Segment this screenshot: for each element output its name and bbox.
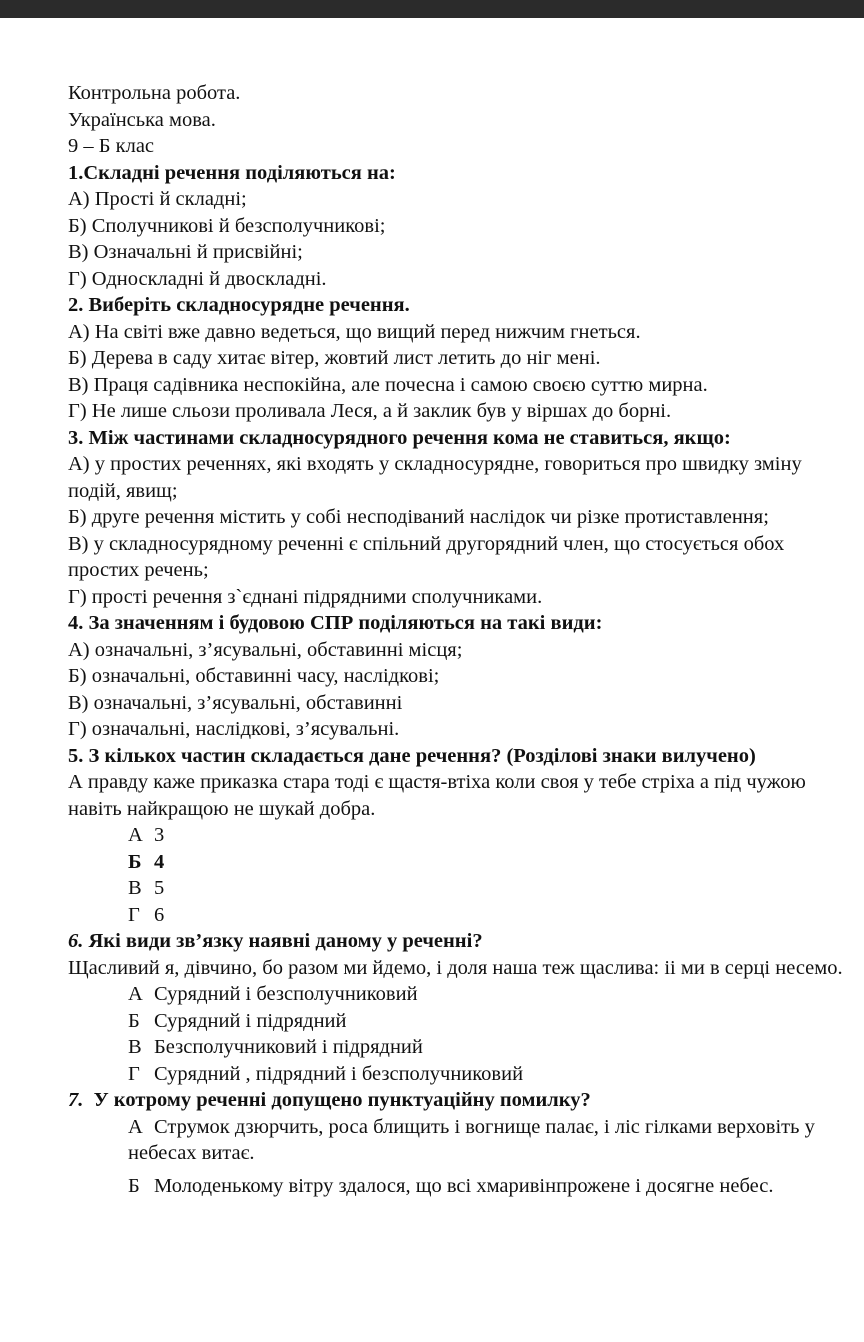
option-letter: А [128,1115,143,1138]
question-4-option: Б) означальні, обставинні часу, наслідкові; [68,665,440,687]
question-6-option [68,1008,848,1035]
question-5-option [68,822,848,849]
question-1-option: Б) Сполучникові й безсполучникові; [68,214,386,237]
question-4-option: В) означальні, з’ясувальні, обставинні [68,691,403,714]
question-1-title: 1.Складні речення поділяються на: [68,161,396,184]
question-2-option: В) Праця садівника неспокійна, але почесна і самою своєю суттю мирна. [68,373,708,396]
question-3-title: 3. Між частинами складносурядного речення кома не ставиться, якщо: [68,426,731,449]
question-7-number: 7. [68,1089,84,1111]
question-6-option [68,981,848,1008]
option-letter: А [128,824,143,846]
question-5-option [68,902,848,929]
question-3-option: Б) друге речення містить у собі несподіваний наслідок чи різке протиставлення; [68,506,769,528]
header-subject: Українська мова. [68,108,216,131]
question-6-text: Щасливий я, дівчино, бо разом ми йдемо, і доля наша теж щаслива: іі ми в серці несемо. [68,956,843,979]
option-letter: В [128,877,142,899]
question-7-title [68,1087,848,1114]
header-title: Контрольна робота. [68,82,241,104]
option-value: Сурядний і підрядний [154,1009,347,1032]
header-class: 9 – Б клас [68,135,155,157]
option-value: 3 [154,824,165,846]
option-letter: Б [128,1009,140,1032]
question-5-text: А правду каже приказка стара тоді є щастя-втіха коли своя у тебе стріха а під чужою навіть найкращою не шукай добра. [68,771,806,820]
option-letter: А [128,983,143,1005]
top-dark-bar [0,0,864,18]
option-value: 4 [154,850,165,873]
question-7-title-text: У котрому реченні допущено пунктуаційну помилку? [93,1089,591,1111]
question-3-option: Г) прості речення з`єднані підрядними сполучниками. [68,585,543,608]
question-7-option [68,1114,848,1167]
question-5-option [68,875,848,902]
question-6-title-text: Які види зв’язку наявні даному у реченні? [88,930,483,952]
question-4-option: А) означальні, з’ясувальні, обставинні місця; [68,638,463,661]
question-3-option: В) у складносурядному реченні є спільний другорядний член, що стосується обох простих речень; [68,532,785,581]
question-6-option [68,1061,848,1088]
option-letter: Б [128,850,142,873]
question-5-title: 5. З кількох частин складається дане речення? (Розділові знаки вилучено) [68,744,756,767]
question-2-option: Б) Дерева в саду хитає вітер, жовтий лист летить до ніг мені. [68,347,601,369]
question-2-option: Г) Не лише сльози проливала Леся, а й заклик був у віршах до борні. [68,400,672,422]
option-value: Сурядний і безсполучниковий [154,983,418,1005]
question-5-option-selected [68,849,848,876]
option-value: 5 [154,877,165,899]
option-value: Безсполучниковий і підрядний [154,1036,423,1058]
question-7-option [68,1173,848,1200]
question-1-option: Г) Односкладні й двоскладні. [68,267,327,290]
question-1-option: В) Означальні й присвійні; [68,241,303,263]
question-6-option [68,1034,848,1061]
question-2-title: 2. Виберіть складносурядне речення. [68,294,410,316]
option-value: Сурядний , підрядний і безсполучниковий [154,1062,524,1085]
option-letter: В [128,1036,142,1058]
question-4-option: Г) означальні, наслідкові, з’ясувальні. [68,718,400,740]
question-6-number: 6. [68,930,84,952]
question-6-title [68,928,848,955]
option-letter: Г [128,1062,140,1085]
question-1-option: А) Прості й складні; [68,188,247,210]
question-2-option: А) На світі вже давно ведеться, що вищий перед нижчим гнеться. [68,320,641,343]
option-letter: Б [128,1174,140,1197]
option-value: Молоденькому вітру здалося, що всі хмаривінпрожене і досягне небес. [154,1174,774,1197]
question-3-option: А) у простих реченнях, які входять у складносурядне, говориться про швидку зміну подій, явищ; [68,453,802,502]
option-letter: Г [128,903,140,926]
document-page [68,80,848,1199]
question-4-title: 4. За значенням і будовою СПР поділяються на такі види: [68,612,603,634]
option-value: 6 [154,903,165,926]
option-value: Струмок дзюрчить, роса блищить і вогнище палає, і ліс гілками верховіть у небесах витає. [128,1115,815,1164]
